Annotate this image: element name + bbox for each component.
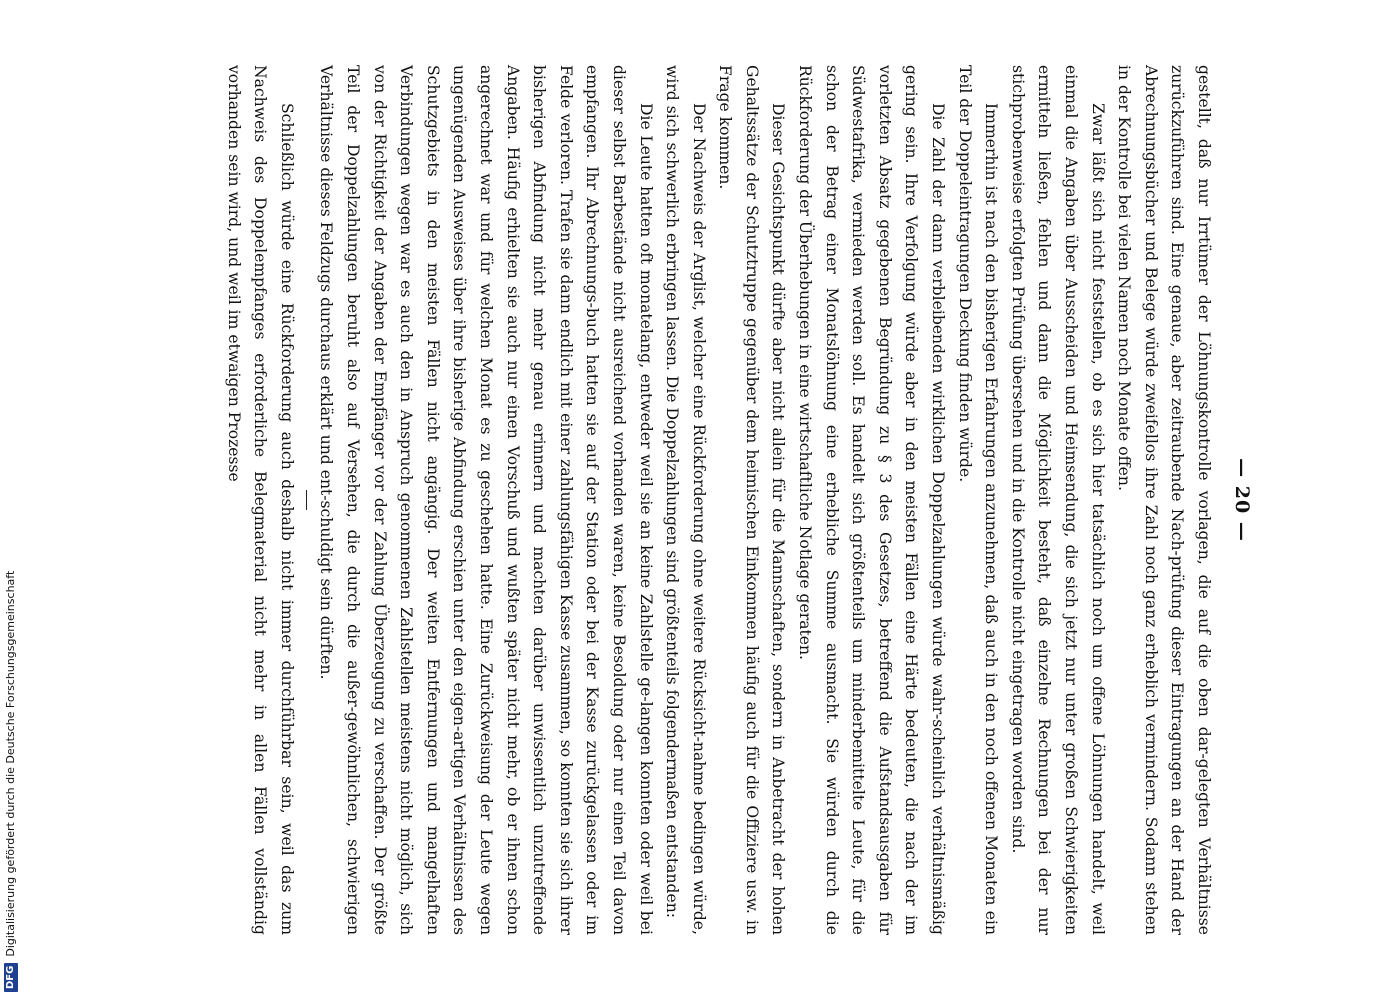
paragraph-7: Die Leute hatten oft monatelang, entweder weil sie an keine Zahlstelle ge-langen konnten oder weil bei dieser selbst Barbestände nicht ausreichend vorhanden waren, keine Besoldung oder nur einen Teil davon empfangen. Ihr Abrechnungs-buch hatten sie auf der Station oder bei der Kasse zurückgelassen oder im Felde verloren. Trafen sie dann endlich mit einer zahlungsfähigen Kasse zusammen, so konnten sie sich ihrer bisherigen Abfindung nicht mehr genau erinnern und machten darüber unwissentlich unzutreffende Angaben. Häufig erhielten sie auch nur einen Vorschuß und wußten später nicht mehr, ob er ihnen schon angerechnet war und für welchen Monat es zu geschehen hatte. Eine Zurückweisung der Leute wegen ungenügenden Ausweises über ihre bisherige Abfindung erschien unter den eigen-artigen Verhältnissen des Schutzgebiets in den meisten Fällen nicht angängig. Der weiten Entfernungen und mangelhaften Verbindungen wegen war es auch den in Anspruch genommenen Zahlstellen meistens nicht möglich, sich von der Richtigkeit der Angaben der Empfänger vor der Zahlung Überzeugung zu verschaffen. Der größte Teil der Doppelzahlungen beruht also auf Versehen, die durch die außer-gewöhnlichen, schwierigen Verhältnisse dieses Feldzugs durchaus erklärt und ent-schuldigt sein dürften.	[317, 65, 655, 935]
paragraph-2: Zwar läßt sich nicht feststellen, ob es sich hier tatsächlich noch um offene Löhnungen handelt, weil einmal die Angaben über Ausscheiden und Heimsendung, die sich jetzt nur unter großen Schwierigkeiten ermitteln ließen, fehlen und dann die Möglichkeit besteht, daß einzelne Rechnungen bei der nur stichprobenweise erfolgten Prüfung übersehen und in die Kontrolle nicht eingetragen worden sind.	[1008, 65, 1107, 935]
rotated-text-block	[175, 65, 1255, 935]
dfg-logo: DFG	[4, 963, 18, 992]
paragraph-5: Dieser Gesichtspunkt dürfte aber nicht allein für die Mannschaften, sondern in Anbetracht der hohen Gehaltssätze der Schutztruppe gegenüber dem heimischen Einkommen häufig auch für die Offiziere usw. in Frage kommen.	[716, 65, 788, 935]
paragraph-4: Die Zahl der dann verbleibenden wirklichen Doppelzahlungen würde wahr-scheinlich verhältnismäßig gering sein. Ihre Verfolgung würde aber in den meisten Fällen eine Härte bedeuten, die nach der im vorletzten Absatz gegebenen Begründung zu § 3 des Gesetzes, betreffend die Aufstandsausgaben für Südwestafrika, vermieden werden soll. Es handelt sich größtenteils um minderbemittelte Leute, für die schon der Betrag einer Monatslöhnung eine erhebliche Summe ausmacht. Sie würden durch die Rückforderung der Überhebungen in eine wirtschaftliche Notlage geraten.	[796, 65, 948, 935]
credit-text: Digitalisierung gefördert durch die Deutsche Forschungsgemeinschaft	[4, 570, 17, 957]
page-number: — 20 —	[1231, 458, 1253, 542]
paragraph-6: Der Nachweis der Arglist, welcher eine Rückforderung ohne weitere Rücksicht-nahme bedingen würde, wird sich schwerlich erbringen lassen. Die Doppelzahlungen sind größtenteils folgendermaßen entstanden:	[663, 65, 708, 935]
paragraph-1: gestellt, daß nur Irrtümer der Löhnungskontrolle vorlagen, die auf die oben dar-gelegten Verhältnisse zurückzuführen sind. Eine genaue, aber zeitraubende Nach-prüfung dieser Eintragungen an der Hand der Abrechnungsbücher und Belege würde zweifellos ihre Zahl noch ganz erheblich vermindern. Sodann stehen in der Kontrolle bei vielen Namen noch Monate offen.	[1115, 65, 1213, 935]
paragraph-3: Immerhin ist nach den bisherigen Erfahrungen anzunehmen, daß auch in den noch offenen Monaten ein Teil der Doppeleintragungen Deckung finden würde.	[955, 65, 1001, 935]
paragraph-8: Schließlich würde eine Rückforderung auch deshalb nicht immer durchführbar sein, weil das zum Nachweis des Doppelempfanges erforderliche Belegmaterial nicht mehr in allen Fällen vollständig vorhanden sein wird, und weil im etwaigen Prozesse	[224, 65, 296, 935]
digitization-credit	[0, 0, 22, 1000]
section-divider	[306, 490, 307, 510]
